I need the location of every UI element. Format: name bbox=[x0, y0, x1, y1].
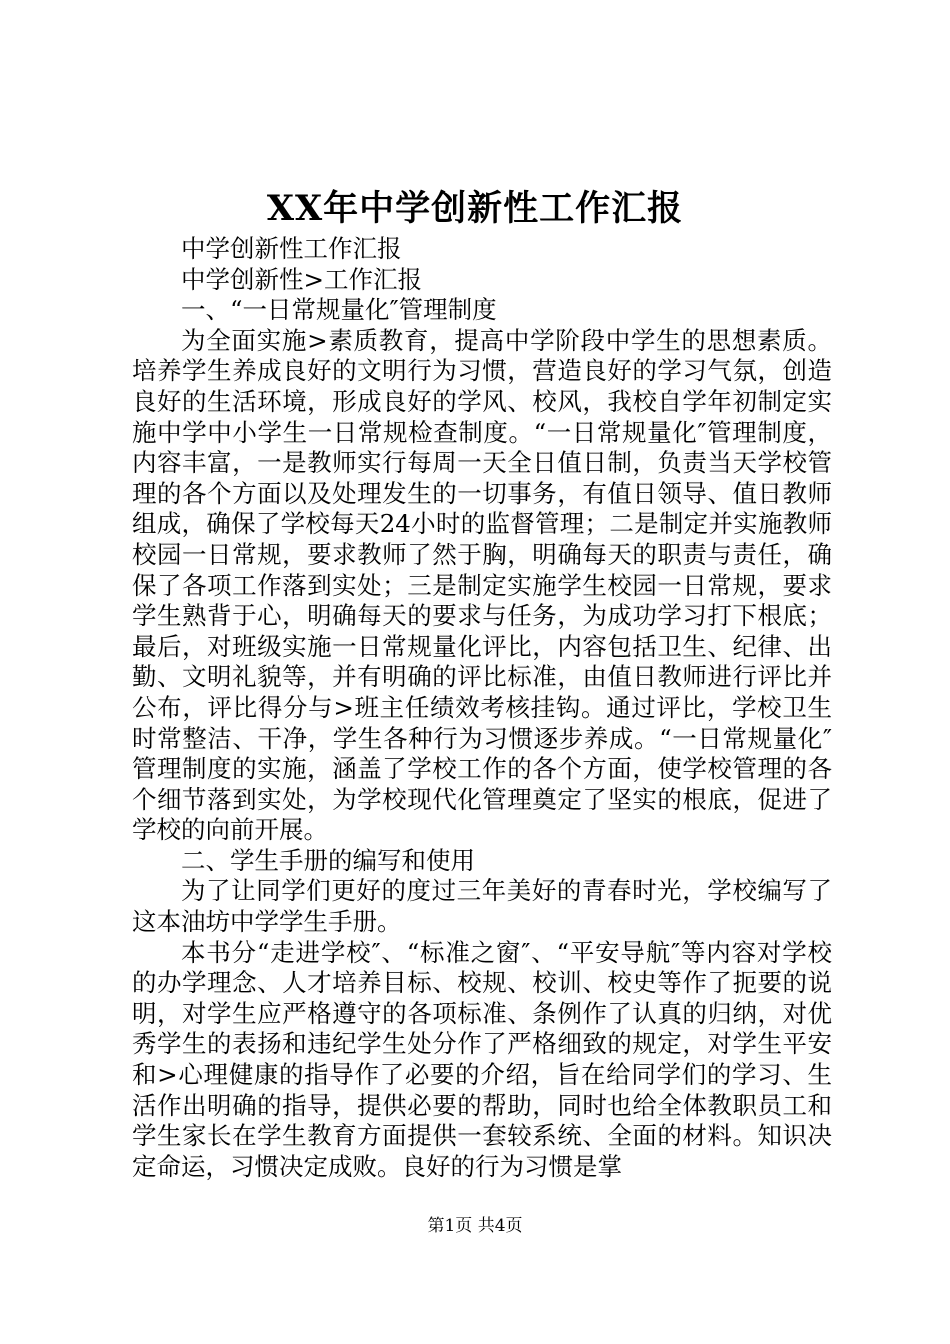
section-heading-1: 一、“一日常规量化″管理制度 bbox=[181, 295, 497, 325]
paragraph-subtitle-2: 中学创新性>工作汇报 bbox=[181, 264, 423, 294]
section-heading-2: 二、学生手册的编写和使用 bbox=[181, 845, 475, 875]
document-body bbox=[132, 234, 832, 1182]
paragraph-section-2a: 为了让同学们更好的度过三年美好的青春时光，学校编写了这本油坊中学学生手册。 bbox=[132, 876, 832, 937]
paragraph-section-2b: 本书分“走进学校″、“标准之窗″、“平安导航″等内容对学校的办学理念、人才培养目标、校规、校训、校史等作了扼要的说明，对学生应严格遵守的各项标准、条例作了认真的归纳，对优秀学生的表扬和违纪学生处分作了严格细致的规定，对学生平安和>心理健康的指导作了必要的介绍，旨在给同学们的学习、生活作出明确的指导，提供必要的帮助，同时也给全体教职员工和学生家长在学生教育方面提供一套较系统、全面的材料。知识决定命运，习惯决定成败。良好的行为习惯是掌 bbox=[132, 937, 832, 1181]
paragraph-subtitle: 中学创新性工作汇报 bbox=[181, 234, 402, 263]
paragraph-section-1: 为全面实施>素质教育，提高中学阶段中学生的思想素质。培养学生养成良好的文明行为习惯，营造良好的学习气氛，创造良好的生活环境，形成良好的学风、校风，我校自学年初制定实施中学中小学生一日常规检查制度。“一日常规量化″管理制度，内容丰富，一是教师实行每周一天全日值日制，负责当天学校管理的各个方面以及处理发生的一切事务，有值日领导、值日教师组成，确保了学校每天24小时的监督管理；二是制定并实施教师校园一日常规，要求教师了然于胸，明确每天的职责与责任，确保了各项工作落到实处；三是制定实施学生校园一日常规，要求学生熟背于心，明确每天的要求与任务，为成功学习打下根底；最后，对班级实施一日常规量化评比，内容包括卫生、纪律、出勤、文明礼貌等，并有明确的评比标准，由值日教师进行评比并公布，评比得分与>班主任绩效考核挂钩。通过评比，学校卫生时常整洁、干净，学生各种行为习惯逐步养成。“一日常规量化″管理制度的实施，涵盖了学校工作的各个方面，使学校管理的各个细节落到实处，为学校现代化管理奠定了坚实的根底，促进了学校的向前开展。 bbox=[132, 325, 832, 845]
document-title: XX年中学创新性工作汇报 bbox=[266, 188, 684, 229]
page-footer: 第1页 共4页 bbox=[427, 1216, 523, 1236]
